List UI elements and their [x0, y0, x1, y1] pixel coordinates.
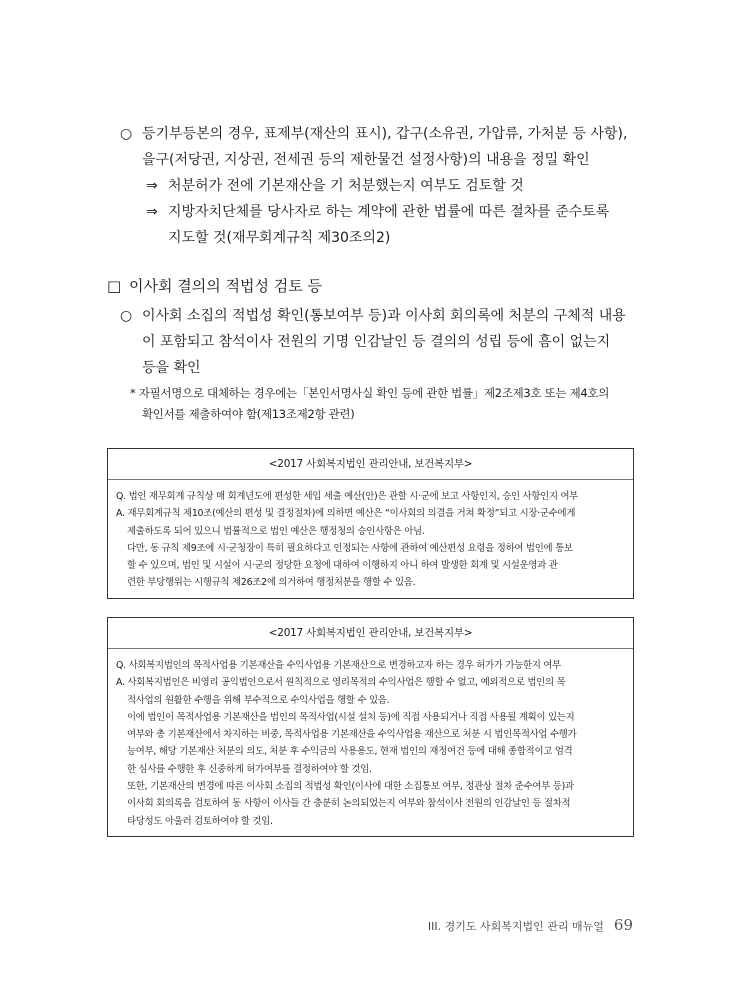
box1-divider: [108, 479, 633, 480]
box1-answer-cont: 할 수 있으며, 법인 및 시설이 시·군의 정당한 요청에 대하여 이행하지 아니 하여 발생한 회계 및 시설운영과 관: [127, 560, 558, 572]
section2-line2: 이 포함되고 참석이사 전원의 기명 인감날인 등 결의의 성립 등에 흠이 없는지: [142, 334, 611, 350]
section1-line1: [120, 124, 627, 144]
box2-answer-cont: 또한, 기본재산의 변경에 따른 이사회 소집의 적법성 확인(이사에 대한 소집통보 여부, 정관상 절차 준수여부 등)과: [127, 781, 574, 793]
footer-chapter-title: III. 경기도 사회복지법인 관리 매뉴얼: [427, 920, 604, 933]
reference-box-2: [107, 617, 634, 837]
box2-answer-cont: 여부와 총 기본재산에서 차지하는 비중, 목적사업용 기본재산을 수익사업용 재산으로 처분 시 법인목적사업 수행가: [127, 729, 577, 741]
reference-box-1: [107, 448, 634, 599]
section1-sub1-text: 처분허가 전에 기본재산을 기 처분했는지 여부도 검토할 것: [168, 178, 524, 194]
circle-bullet-icon: ○: [120, 126, 133, 142]
box2-answer-cont: 능여부, 해당 기본재산 처분의 의도, 처분 후 수익금의 사용용도, 현재 법인의 재정여건 등에 대해 종합적이고 엄격: [127, 746, 573, 758]
box2-question: Q. 사회복지법인의 목적사업용 기본재산을 수익사업용 기본재산으로 변경하고자 하는 경우 허가가 가능한지 여부: [116, 660, 561, 671]
box2-divider: [108, 648, 633, 649]
box2-answer-cont: 타당성도 아울러 검토하여야 할 것임.: [127, 815, 273, 827]
section1-sub2-text: 지방자치단체를 당사자로 하는 계약에 관한 법률에 따른 절차를 준수토록: [168, 204, 610, 220]
section2-line3: 등을 확인: [142, 360, 201, 376]
box2-answer-cont: 한 심사를 수행한 후 신중하게 허가여부를 결정하여야 할 것임.: [127, 763, 372, 775]
box2-answer-cont: 이에 법인이 목적사업용 기본재산을 법인의 목적사업(시설 설치 등)에 직접 사용되거나 직접 사용될 계획이 있는지: [127, 711, 575, 723]
page-number: 69: [613, 916, 633, 934]
box2-answer: A. 사회복지법인은 비영리 공익법인으로서 원칙적으로 영리목적의 수익사업은 행할 수 없고, 예외적으로 법인의 목: [116, 677, 566, 689]
section2-note-line2: 확인서를 제출하여야 함(제13조제2항 관련): [142, 407, 355, 421]
section1-sub1: [146, 176, 524, 196]
box1-title: <2017 사회복지법인 관리안내, 보건복지부>: [268, 458, 473, 470]
section1-line1-text: 등기부등본의 경우, 표제부(재산의 표시), 갑구(소유권, 가압류, 가처분 등 사항),: [142, 126, 628, 142]
section2-heading: [107, 276, 322, 296]
box2-title: <2017 사회복지법인 관리안내, 보건복지부>: [268, 627, 473, 639]
box2-answer-cont: 적사업의 원활한 수행을 위해 부수적으로 수익사업을 행할 수 있음.: [127, 694, 390, 706]
box2-answer-cont: 이사회 회의록을 검토하여 동 사항이 이사들 간 충분히 논의되었는지 여부와 참석이사 전원의 인감날인 등 절차적: [127, 798, 571, 810]
section1-sub2-line2: 지도할 것(재무회계규칙 제30조의2): [168, 230, 391, 246]
section2-note-line1: * 자필서명으로 대체하는 경우에는「본인서명사실 확인 등에 관한 법률」제2조제3호 또는 제4호의: [130, 386, 610, 400]
section1-sub2-line1: [146, 202, 609, 222]
box1-answer-cont: 련한 부당행위는 시행규칙 제26조2에 의거하여 행정처분을 행할 수 있음.: [127, 577, 416, 589]
double-arrow-icon: ⇒: [146, 178, 158, 194]
circle-bullet-icon: ○: [120, 308, 133, 324]
box1-answer-cont: 다만, 동 규칙 제9조에 시·군청장이 특히 필요하다고 인정되는 사항에 관하여 예산편성 요령을 정하여 법인에 통보: [127, 542, 573, 554]
box1-answer: A. 재무회계규칙 제10조(예산의 편성 및 결정절차)에 의하면 예산은 “이사회의 의결을 거쳐 확정”되고 시장·군수에게: [116, 508, 576, 520]
square-bullet-icon: □: [107, 277, 122, 295]
section2-heading-text: 이사회 결의의 적법성 검토 등: [129, 277, 322, 295]
box1-question: Q. 법인 재무회계 규칙상 매 회계년도에 편성한 세입 세출 예산(안)은 관할 시·군에 보고 사항인지, 승인 사항인지 여부: [116, 491, 579, 502]
double-arrow-icon: ⇒: [146, 204, 158, 220]
section2-line1: [120, 306, 626, 326]
section2-line1-text: 이사회 소집의 적법성 확인(통보여부 등)과 이사회 회의록에 처분의 구체적 내용: [142, 308, 626, 324]
page-footer: [428, 916, 633, 934]
section1-line2: 을구(저당권, 지상권, 전세권 등의 제한물건 설정사항)의 내용을 정밀 확인: [142, 152, 590, 168]
box1-answer-cont: 제출하도록 되어 있으니 법률적으로 법인 예산은 행정청의 승인사항은 아님.: [127, 525, 425, 537]
